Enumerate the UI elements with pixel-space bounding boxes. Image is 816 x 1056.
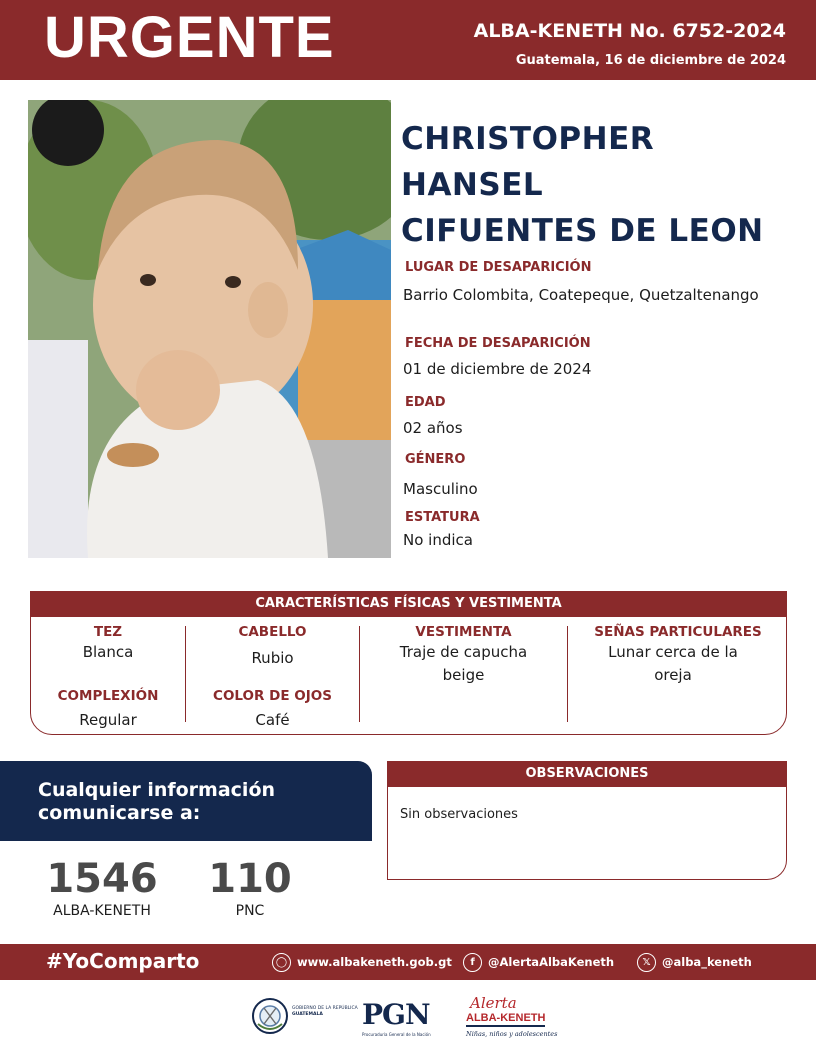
clothing-label: VESTIMENTA bbox=[415, 624, 512, 640]
gender-value: Masculino bbox=[403, 480, 478, 498]
hair-value: Rubio bbox=[251, 649, 294, 667]
gov-logo-text bbox=[292, 1006, 362, 1018]
facebook-icon: f bbox=[463, 953, 482, 972]
alerta-logo-top: Alerta bbox=[470, 994, 517, 1012]
tez-label: TEZ bbox=[93, 624, 123, 640]
place-label: LUGAR DE DESAPARICIÓN bbox=[405, 260, 592, 275]
clothing-value-line-2: beige bbox=[442, 666, 485, 684]
alerta-alba-keneth-logo bbox=[466, 994, 556, 1042]
contact-box bbox=[0, 761, 372, 841]
phone-number-pnc[interactable]: 110 bbox=[208, 856, 292, 902]
complexion-value: Regular bbox=[79, 711, 137, 729]
gov-logo-text-line-2: GUATEMALA bbox=[292, 1012, 323, 1017]
footer-bar bbox=[0, 944, 816, 980]
website-link[interactable] bbox=[272, 952, 452, 972]
x-icon: 𝕏 bbox=[637, 953, 656, 972]
marks-value-line-2: oreja bbox=[654, 666, 692, 684]
alert-number: ALBA-KENETH No. 6752-2024 bbox=[473, 20, 786, 42]
urgent-title: URGENTE bbox=[44, 5, 335, 70]
place-value: Barrio Colombita, Coatepeque, Quetzaltenango bbox=[403, 286, 759, 304]
observations-box bbox=[387, 761, 787, 880]
alerta-logo-subtitle: Niñas, niños y adolescentes bbox=[466, 1030, 558, 1038]
observations-text: Sin observaciones bbox=[400, 807, 518, 822]
hair-label: CABELLO bbox=[238, 624, 307, 640]
tez-value: Blanca bbox=[82, 643, 134, 661]
marks-value-line-1: Lunar cerca de la bbox=[608, 643, 738, 661]
name-line-surnames: CIFUENTES DE LEON bbox=[401, 213, 764, 249]
guatemala-government-logo bbox=[250, 994, 360, 1042]
pgn-logo bbox=[362, 994, 454, 1042]
height-value: No indica bbox=[403, 531, 473, 549]
gov-logo-text-line-1: GOBIERNO DE LA REPÚBLICA bbox=[292, 1006, 358, 1011]
hashtag: #YoComparto bbox=[46, 949, 200, 973]
phone-number-alba-keneth-label: ALBA-KENETH bbox=[53, 903, 151, 919]
age-value: 02 años bbox=[403, 419, 463, 437]
facebook-text: @AlertaAlbaKeneth bbox=[488, 955, 615, 969]
alert-date: Guatemala, 16 de diciembre de 2024 bbox=[515, 53, 786, 68]
contact-text bbox=[38, 779, 338, 825]
observations-title: OBSERVACIONES bbox=[387, 761, 787, 787]
phone-number-pnc-label: PNC bbox=[235, 903, 265, 919]
phone-number-alba-keneth[interactable]: 1546 bbox=[46, 856, 158, 902]
x-link[interactable] bbox=[637, 952, 752, 972]
date-label: FECHA DE DESAPARICIÓN bbox=[405, 336, 591, 351]
contact-text-line-1: Cualquier información bbox=[38, 779, 276, 801]
marks-label: SEÑAS PARTICULARES bbox=[594, 624, 762, 640]
child-name bbox=[401, 116, 764, 254]
x-text: @alba_keneth bbox=[662, 955, 752, 969]
name-line-middle: HANSEL bbox=[401, 167, 544, 203]
characteristics-title: CARACTERÍSTICAS FÍSICAS Y VESTIMENTA bbox=[30, 591, 787, 617]
name-line-first: CHRISTOPHER bbox=[401, 121, 655, 157]
complexion-label: COMPLEXIÓN bbox=[57, 688, 159, 704]
website-text: www.albakeneth.gob.gt bbox=[297, 955, 452, 969]
age-label: EDAD bbox=[405, 395, 446, 410]
gender-label: GÉNERO bbox=[405, 452, 466, 467]
divider bbox=[185, 626, 186, 722]
eye-color-value: Café bbox=[255, 711, 290, 729]
contact-text-line-2: comunicarse a: bbox=[38, 802, 201, 824]
pgn-logo-subtitle: Procuraduría General de la Nación bbox=[362, 1032, 431, 1037]
facebook-link[interactable] bbox=[463, 952, 614, 972]
characteristics-card bbox=[30, 591, 787, 735]
clothing-value-line-1: Traje de capucha bbox=[399, 643, 528, 661]
guatemala-seal-icon bbox=[250, 994, 290, 1038]
eye-color-label: COLOR DE OJOS bbox=[213, 688, 332, 704]
date-value: 01 de diciembre de 2024 bbox=[403, 360, 592, 378]
height-label: ESTATURA bbox=[405, 510, 480, 525]
header-bar bbox=[0, 0, 816, 80]
pgn-logo-text: PGN bbox=[362, 998, 430, 1031]
missing-child-photo bbox=[28, 100, 391, 558]
alerta-logo-main: ALBA-KENETH bbox=[466, 1012, 545, 1027]
globe-icon: ◯ bbox=[272, 953, 291, 972]
